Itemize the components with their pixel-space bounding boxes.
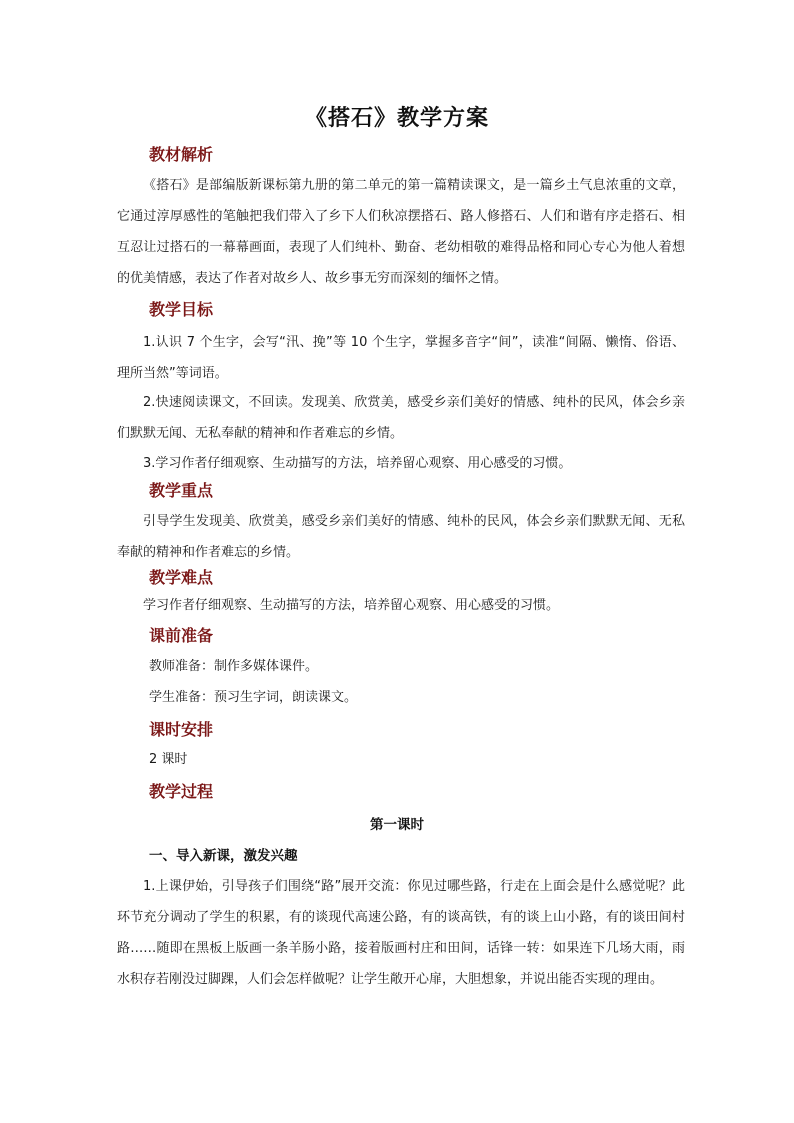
student-preparation: 学生准备：预习生字词，朗读课文。: [149, 690, 358, 705]
step1-heading: 一、导入新课，激发兴趣: [149, 848, 298, 864]
heading-preparation: 课前准备: [149, 626, 214, 645]
analysis-paragraph: 《搭石》是部编版新课标第九册的第二单元的第一篇精读课文，是一篇乡土气息浓重的文章，它通过淳厚感性的笔触把我们带入了乡下人们秋凉摆搭石、路人修搭石、人们和谐有序走搭石、相互忍让过搭石的一幕幕画面，表现了人们纯朴、勤奋、老幼相敬的难得品格和同心专心为他人着想的优美情感，表达了作者对故乡人、故乡事无穷而深刻的缅怀之情。: [117, 178, 685, 286]
difficulties-paragraph: 学习作者仔细观察、生动描写的方法，培养留心观察、用心感受的习惯。: [143, 598, 560, 613]
goal-item-3: 3.学习作者仔细观察、生动描写的方法，培养留心观察、用心感受的习惯。: [143, 456, 572, 471]
document-title: 《搭石》教学方案: [304, 105, 489, 131]
lesson-title: 第一课时: [370, 817, 424, 833]
heading-analysis: 教材解析: [149, 145, 214, 164]
heading-key-points: 教学重点: [149, 481, 214, 500]
goal-item-2: 2.快速阅读课文，不回读。发现美、欣赏美，感受乡亲们美好的情感、纯朴的民风，体会乡亲们默默无闻、无私奉献的精神和作者难忘的乡情。: [117, 395, 685, 441]
heading-difficulties: 教学难点: [149, 568, 214, 587]
heading-schedule: 课时安排: [149, 720, 214, 739]
teacher-preparation: 教师准备：制作多媒体课件。: [149, 659, 319, 674]
heading-process: 教学过程: [149, 782, 214, 801]
key-points-paragraph: 引导学生发现美、欣赏美，感受乡亲们美好的情感、纯朴的民风，体会乡亲们默默无闻、无私奉献的精神和作者难忘的乡情。: [117, 514, 685, 560]
goal-item-1: 1.认识 7 个生字，会写“汛、挽”等 10 个生字，掌握多音字“间”，读准“间隔、懒惰、俗语、理所当然”等词语。: [117, 335, 685, 381]
schedule-text: 2 课时: [149, 752, 188, 767]
heading-goals: 教学目标: [149, 300, 214, 319]
step1-paragraph: 1.上课伊始，引导孩子们围绕“路”展开交流：你见过哪些路，行走在上面会是什么感觉呢？此环节充分调动了学生的积累，有的谈现代高速公路，有的谈高铁，有的谈上山小路，有的谈田间村路……随即在黑板上版画一条羊肠小路，接着版画村庄和田间，话锋一转：如果连下几场大雨，雨水积存若刚没过脚踝，人们会怎样做呢？让学生敞开心扉，大胆想象，并说出能否实现的理由。: [117, 879, 685, 987]
